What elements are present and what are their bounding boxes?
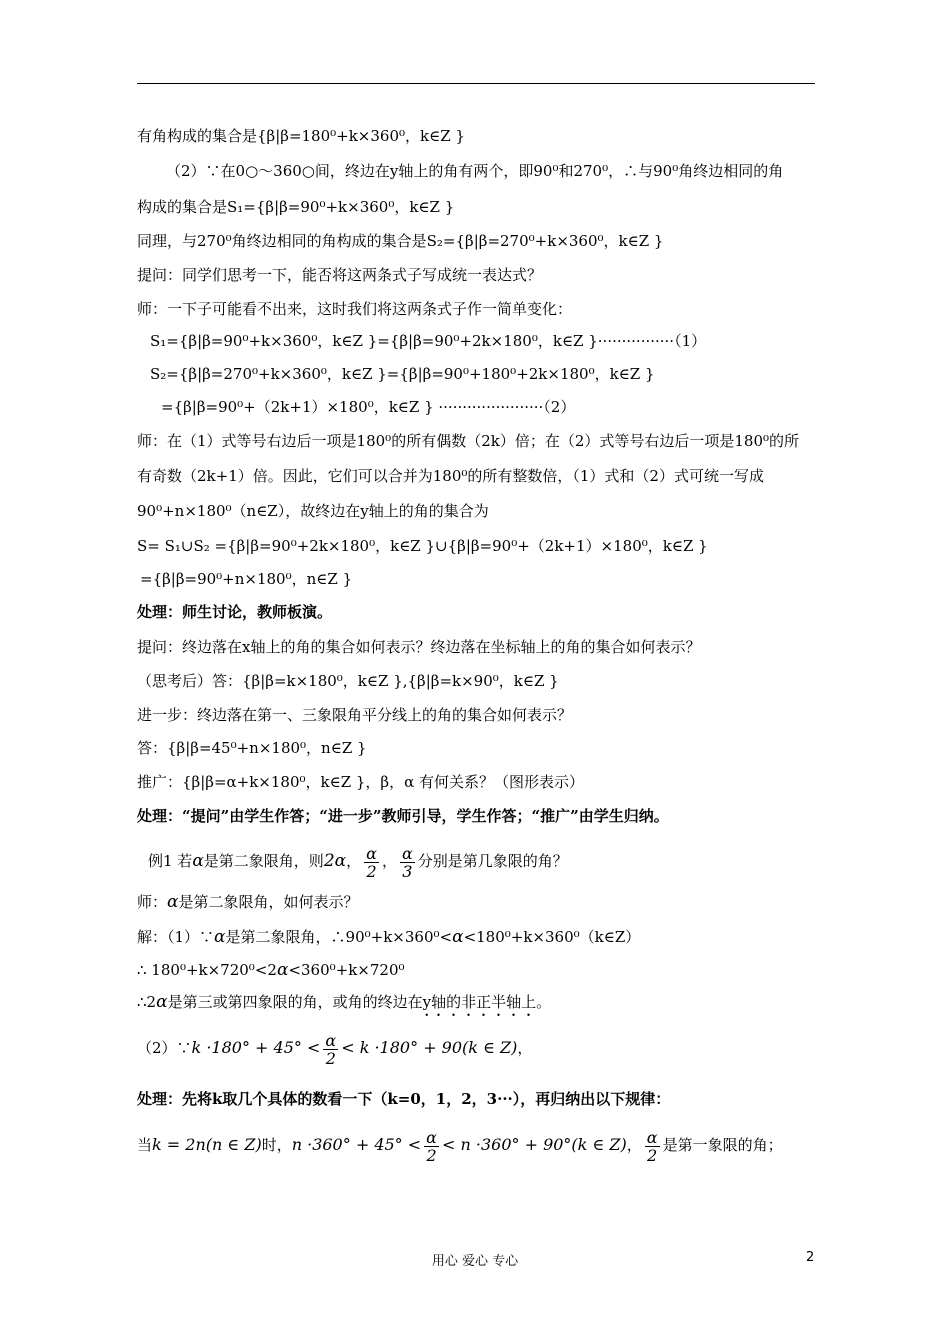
alpha-symbol: α	[156, 992, 168, 1012]
formula-line: ={β|β=90⁰+（2k+1）×180⁰，k∈Z } ······················（2）	[161, 398, 576, 416]
fraction-alpha-over-2	[424, 1129, 439, 1164]
solution-text: ∴ 180⁰+k×720⁰<2	[137, 961, 277, 979]
frac-denominator: 2	[325, 1048, 336, 1068]
frac-numerator: α	[646, 1127, 658, 1147]
fraction-alpha-over-2	[323, 1032, 338, 1067]
example-line	[148, 838, 568, 884]
text-line: 有角构成的集合是{β|β=180⁰+k×360⁰，k∈Z }	[137, 127, 465, 145]
teacher-prefix: 师：	[137, 893, 168, 911]
formula-right: < k ·180° + 90(k ∈ Z)	[341, 1038, 518, 1057]
emphasized-text: y轴的非正半轴上	[422, 993, 537, 1011]
text-line: 有奇数（2k+1）倍。因此，它们可以合并为180⁰的所有整数倍，（1）式和（2）式可统一写成	[137, 467, 764, 485]
solution-text: 是第三或第四象限的角，或角的终边在	[167, 993, 423, 1011]
comma: ，	[381, 852, 397, 870]
solution-line-4	[137, 1025, 532, 1071]
frac-denominator: 2	[647, 1145, 658, 1165]
formula-line: S₂={β|β=270⁰+k×360⁰，k∈Z }={β|β=90⁰+180⁰+2k×180⁰，k∈Z }	[150, 365, 655, 383]
formula-left: k ·180° + 45° <	[191, 1038, 321, 1057]
formula-line: ={β|β=90⁰+n×180⁰，n∈Z }	[140, 570, 353, 588]
process-line: 处理：师生讨论，教师板演。	[137, 603, 333, 621]
text-line: 提问：同学们思考一下，能否将这两条式子写成统一表达式？	[137, 266, 543, 284]
solution-prefix: 解：（1）∵	[137, 928, 215, 946]
formula-line: S= S₁∪S₂ ={β|β=90⁰+2k×180⁰，k∈Z }∪{β|β=90⁰+（2k+1）×180⁰，k∈Z }	[137, 537, 708, 555]
two-alpha: 2α	[323, 851, 347, 871]
alpha-symbol: α	[167, 892, 179, 912]
example-text: 是第二象限角，则	[203, 852, 324, 870]
text-line: 构成的集合是S₁={β|β=90⁰+k×360⁰，k∈Z }	[137, 198, 455, 216]
text-line: 推广：{β|β=α+k×180⁰，k∈Z }，β，α 有何关系？（图形表示）	[137, 773, 585, 791]
solution-text: 。	[536, 993, 552, 1011]
fraction-alpha-over-2	[645, 1129, 660, 1164]
comma: ，	[346, 852, 362, 870]
fraction-alpha-over-2	[364, 845, 379, 880]
page-footer: 用心 爱心 专心	[431, 1254, 519, 1269]
solution-line-2	[137, 959, 405, 981]
text-line: （2）∵在0○～360○间，终边在y轴上的角有两个，即90⁰和270⁰，∴与90⁰角终边相同的角	[166, 162, 784, 180]
frac-denominator: 2	[366, 861, 377, 881]
fraction-alpha-over-3	[400, 845, 415, 880]
frac-numerator: α	[401, 843, 413, 863]
comma: ，	[626, 1136, 642, 1154]
frac-denominator: 2	[426, 1145, 437, 1165]
rule-prefix: 当	[137, 1136, 153, 1154]
rule-line	[137, 1122, 783, 1168]
formula-line: S₁={β|β=90⁰+k×360⁰，k∈Z }={β|β=90⁰+2k×180⁰，k∈Z }················（1）	[150, 332, 707, 350]
page-number: 2	[806, 1250, 815, 1265]
alpha-symbol: α	[276, 960, 289, 980]
solution-prefix: （2）∵	[137, 1039, 192, 1057]
frac-numerator: α	[366, 843, 377, 863]
text-line: 提问：终边落在x轴上的角的集合如何表示？终边落在坐标轴上的角的集合如何表示？	[137, 638, 701, 656]
text-line: 90⁰+n×180⁰（n∈Z），故终边在y轴上的角的集合为	[137, 502, 489, 520]
frac-numerator: α	[325, 1030, 337, 1050]
frac-numerator: α	[426, 1127, 437, 1147]
comma: ，	[517, 1039, 533, 1057]
solution-text: <180⁰+k×360⁰（k∈Z）	[463, 928, 641, 946]
alpha-symbol: α	[192, 851, 204, 871]
process-line: 处理：“提问”由学生作答；“进一步”教师引导，学生作答；“推广”由学生归纳。	[137, 807, 669, 825]
teacher-line	[137, 891, 359, 913]
solution-text: ∴2	[137, 993, 157, 1011]
text-line: 答：{β|β=45⁰+n×180⁰，n∈Z }	[137, 739, 367, 757]
text-line: 师：在（1）式等号右边后一项是180⁰的所有偶数（2k）倍；在（2）式等号右边后一项是180⁰的所	[137, 432, 800, 450]
teacher-text: 是第二象限角，如何表示？	[178, 893, 359, 911]
rule-text: 时，	[261, 1136, 292, 1154]
process-line: 处理：先将k取几个具体的数看一下（k=0，1，2，3···），再归纳出以下规律：	[137, 1090, 671, 1108]
text-line: 同理，与270⁰角终边相同的角构成的集合是S₂={β|β=270⁰+k×360⁰，k∈Z }	[137, 232, 664, 250]
solution-line-3	[137, 991, 551, 1013]
frac-denominator: 3	[402, 861, 413, 881]
rule-text: 是第一象限的角；	[662, 1136, 783, 1154]
solution-text: <360⁰+k×720⁰	[288, 961, 405, 979]
condition: k = 2n(n ∈ Z)	[152, 1135, 262, 1154]
solution-text: 是第二象限角，∴90⁰+k×360⁰<	[225, 928, 453, 946]
text-line: （思考后）答：{β|β=k×180⁰，k∈Z },{β|β=k×90⁰，k∈Z }	[137, 672, 559, 690]
text-line: 进一步：终边落在第一、三象限角平分线上的角的集合如何表示？	[137, 706, 573, 724]
example-prefix: 例1 若	[148, 852, 193, 870]
alpha-symbol: α	[452, 927, 464, 947]
formula-right: < n ·360° + 90°(k ∈ Z)	[441, 1135, 627, 1154]
solution-line-1	[137, 926, 640, 948]
example-suffix: 分别是第几象限的角？	[417, 852, 568, 870]
alpha-symbol: α	[214, 927, 226, 947]
formula-left: n ·360° + 45° <	[291, 1135, 422, 1154]
text-line: 师：一下子可能看不出来，这时我们将这两条式子作一简单变化：	[137, 300, 573, 318]
header-rule	[137, 83, 815, 84]
